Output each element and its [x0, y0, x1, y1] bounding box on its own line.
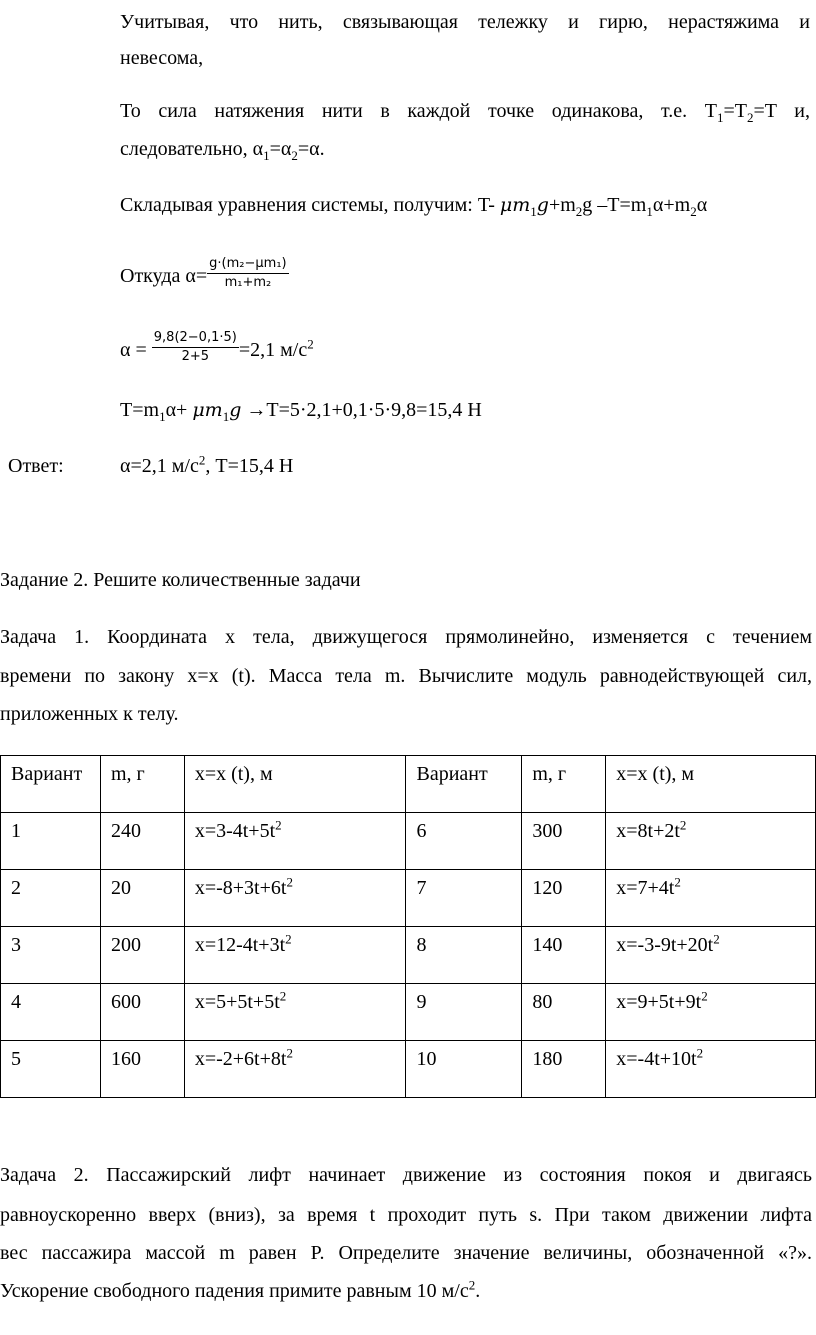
table-cell: $x=9+5t+9t^2$	[606, 984, 816, 1041]
paragraph-line: Задача 2. Пассажирский лифт начинает движение из состояния покоя и двигаясь	[0, 1164, 812, 1186]
paragraph-line: равноускоренно вверх (вниз), за время t проходит путь s. При таком движении лифта	[0, 1204, 812, 1226]
table-header-row	[1, 756, 816, 813]
table-cell: 20	[100, 870, 184, 927]
table-cell: $x=7+4t^2$	[606, 870, 816, 927]
table-cell: 3	[1, 927, 101, 984]
alpha-calculation: α = $\frac{9,8(2-0,1\cdot 5)}{2+5}$ =2,1 $м/с^2$	[120, 330, 314, 364]
section-heading: Задание 2. Решите количественные задачи	[0, 569, 361, 591]
table-cell: 1	[1, 813, 101, 870]
table-row	[1, 1041, 816, 1098]
paragraph-line: невесома,	[120, 47, 204, 69]
table-cell: 300	[522, 813, 606, 870]
fraction: $\frac{\text{g·(m₂−μm₁)}}{\text{m₁+m₂}}$	[209, 256, 287, 290]
tension-calculation: $T=m_1\alpha+ \mu m_1g \to T=5\cdot 2,1+0,1\cdot 5\cdot 9,8=15,4$ Н	[120, 399, 482, 424]
table-cell: $x=-8+3t+6t^2$	[184, 870, 406, 927]
paragraph-line: Ускорение свободного падения примите равным 10 $м/с^2$.	[0, 1277, 481, 1302]
table-cell: 2	[1, 870, 101, 927]
table-cell: 5	[1, 1041, 101, 1098]
table-cell: 240	[100, 813, 184, 870]
alpha-formula: Откуда α= $\frac{\text{g·(m₂−μm₁)}}{\text{m₁+m₂}}$	[120, 256, 287, 290]
table-cell: 180	[522, 1041, 606, 1098]
answer-value: α=2,1 $м/с^2$, T=15,4 Н	[120, 452, 294, 477]
table-row	[1, 984, 816, 1041]
paragraph-line: То сила натяжения нити в каждой точке одинакова, т.е. $T_1=T_2=T$ и,	[120, 100, 810, 125]
answer-label: Ответ:	[8, 455, 64, 477]
header-cell: m, г	[100, 756, 184, 813]
paragraph-line: времени по закону x=x (t). Масса тела m. Вычислите модуль равнодействующей сил,	[0, 665, 812, 687]
paragraph-line: Задача 1. Координата x тела, движущегося прямолинейно, изменяется с течением	[0, 626, 812, 648]
paragraph-line: Учитывая, что нить, связывающая тележку и гирю, нерастяжима и	[120, 11, 810, 33]
header-cell: m, г	[522, 756, 606, 813]
table-cell: 9	[406, 984, 522, 1041]
table-cell: $x=-2+6t+8t^2$	[184, 1041, 406, 1098]
table-row	[1, 870, 816, 927]
header-cell: x=x (t), м	[606, 756, 816, 813]
table-cell: $x=3-4t+5t^2$	[184, 813, 406, 870]
paragraph-line: приложенных к телу.	[0, 703, 179, 725]
table-cell: $x=-4t+10t^2$	[606, 1041, 816, 1098]
variants-table	[0, 755, 816, 1098]
table-cell: $x=8t+2t^2$	[606, 813, 816, 870]
table-cell: 160	[100, 1041, 184, 1098]
table-cell: $x=-3-9t+20t^2$	[606, 927, 816, 984]
fraction: $\frac{9,8(2-0,1\cdot 5)}{2+5}$	[153, 330, 237, 364]
header-cell: Вариант	[1, 756, 101, 813]
table-cell: 7	[406, 870, 522, 927]
table-row	[1, 813, 816, 870]
system-sum-equation: Складывая уравнения системы, получим: T- $\mu m_1g+m_2g$ $-T=m_1\alpha+m_2\alpha$	[120, 194, 708, 219]
table-cell: 200	[100, 927, 184, 984]
table-cell: 10	[406, 1041, 522, 1098]
table-cell: 140	[522, 927, 606, 984]
paragraph-line: вес пассажира массой m равен P. Определите значение величины, обозначенной «?».	[0, 1242, 812, 1264]
table-cell: 80	[522, 984, 606, 1041]
table-cell: 4	[1, 984, 101, 1041]
table-row	[1, 927, 816, 984]
header-cell: Вариант	[406, 756, 522, 813]
table-cell: 8	[406, 927, 522, 984]
table-cell: 120	[522, 870, 606, 927]
table-cell: $x=12-4t+3t^2$	[184, 927, 406, 984]
table-cell: $x=5+5t+5t^2$	[184, 984, 406, 1041]
header-cell: x=x (t), м	[184, 756, 406, 813]
table-cell: 6	[406, 813, 522, 870]
table-cell: 600	[100, 984, 184, 1041]
paragraph-line: следовательно, $\alpha_1=\alpha_2=\alpha$.	[120, 138, 325, 163]
